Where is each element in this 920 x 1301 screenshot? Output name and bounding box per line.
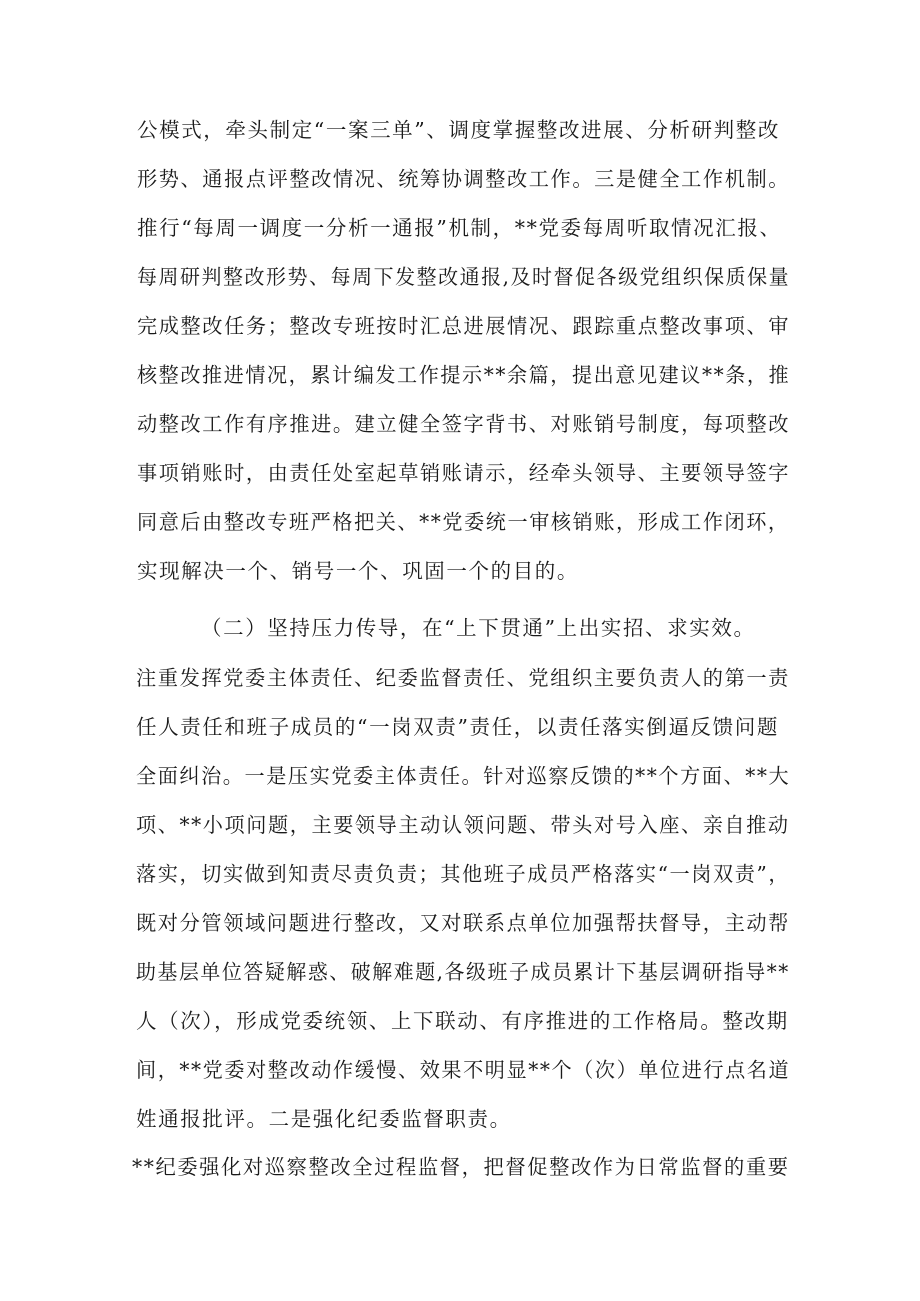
section-heading: （二）坚持压力传导，在“上下贯通”上出实招、求实效。 (201, 616, 756, 640)
text-line: 任人责任和班子成员的“一岗双责”责任，以责任落实倒逼反馈问题 (136, 715, 779, 739)
text-line: 每周研判整改形势、每周下发整改通报,及时督促各级党组织保质保量 (137, 265, 791, 289)
text-line: 既对分管领域问题进行整改，又对联系点单位加强帮扶督导，主动帮 (136, 911, 790, 935)
text-line: 推行“每周一调度一分析一通报”机制，**党委每周听取情况汇报、 (137, 216, 782, 240)
text-line: 全面纠治。一是压实党委主体责任。针对巡察反馈的**个方面、**大 (136, 764, 791, 788)
text-line: 间，**党委对整改动作缓慢、效果不明显**个（次）单位进行点名道 (136, 1058, 791, 1082)
text-line: 实现解决一个、销号一个、巩固一个的目的。 (137, 559, 579, 583)
text-line: 公模式，牵头制定“一案三单”、调度掌握整改进展、分析研判整改 (137, 118, 780, 142)
text-line: **纪委强化对巡察整改全过程监督，把督促整改作为日常监督的重要 (132, 1155, 790, 1179)
text-line: 同意后由整改专班严格把关、**党委统一审核销账，形成工作闭环， (137, 510, 790, 534)
text-line: 事项销账时，由责任处室起草销账请示，经牵头领导、主要领导签字 (137, 461, 790, 485)
text-line: 落实，切实做到知责尽责负责；其他班子成员严格落实“一岗双责”， (136, 862, 791, 886)
text-line: 姓通报批评。二是强化纪委监督职责。 (136, 1107, 512, 1131)
text-line: 核整改推进情况，累计编发工作提示**余篇，提出意见建议**条，推 (137, 363, 791, 387)
text-line: 完成整改任务；整改专班按时汇总进展情况、跟踪重点整改事项、审 (137, 314, 790, 338)
text-line: 形势、通报点评整改情况、统筹协调整改工作。三是健全工作机制。 (137, 167, 790, 191)
text-line: 项、**小项问题，主要领导主动认领问题、带头对号入座、亲自推动 (136, 813, 790, 837)
text-line: 助基层单位答疑解惑、破解难题,各级班子成员累计下基层调研指导** (136, 960, 790, 984)
text-line: 人（次），形成党委统领、上下联动、有序推进的工作格局。整改期 (136, 1009, 789, 1033)
text-line: 动整改工作有序推进。建立健全签字背书、对账销号制度，每项整改 (137, 412, 790, 436)
text-line: 注重发挥党委主体责任、纪委监督责任、党组织主要负责人的第一责 (136, 666, 790, 690)
